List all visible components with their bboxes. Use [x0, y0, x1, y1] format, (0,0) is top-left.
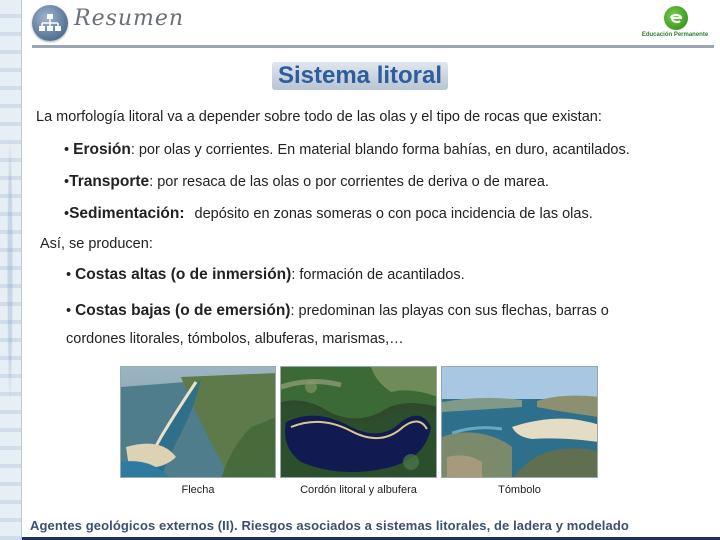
caption-tombolo: Tómbolo — [498, 484, 541, 496]
bullet: • — [64, 142, 70, 158]
slide-title-wrapper — [0, 62, 720, 90]
list-item-costas-altas — [66, 266, 465, 284]
bullet-term: Sedimentación: — [69, 205, 185, 222]
bullet: • — [64, 206, 70, 222]
slide-title: Sistema litoral — [272, 62, 448, 90]
list-item-sedimentacion — [64, 205, 593, 223]
bullet-term: Costas altas (o de inmersión) — [75, 266, 292, 283]
bullet-text: : por olas y corrientes. En material blando forma bahías, en duro, acantilados. — [130, 142, 630, 158]
bullet-text: : formación de acantilados. — [291, 267, 465, 283]
hierarchy-icon — [32, 5, 68, 41]
intro-text: La morfología litoral va a depender sobre todo de las olas y el tipo de rocas que existan: — [36, 109, 602, 125]
caption-flecha: Flecha — [181, 484, 215, 496]
transition-text: Así, se producen: — [40, 236, 153, 252]
bullet-text: depósito en zonas someras o con poca incidencia de las olas. — [194, 206, 593, 222]
footer-text: Agentes geológicos externos (II). Riesgos asociados a sistemas litorales, de ladera y modelado — [30, 518, 629, 533]
header-divider — [32, 45, 714, 48]
brand-logo — [636, 4, 714, 44]
brand-text: Educación Permanente — [641, 32, 709, 38]
list-item-costas-bajas — [66, 302, 609, 320]
photo-flecha — [120, 366, 276, 478]
photo-cordon-litoral — [280, 366, 437, 478]
e-leaf-icon — [664, 6, 688, 30]
caption-cordon-litoral: Cordón litoral y albufera — [300, 484, 417, 496]
bullet-term: Erosión — [73, 141, 131, 158]
bullet-text: : predominan las playas con sus flechas, barras o — [290, 303, 609, 319]
bullet-term: Transporte — [69, 173, 150, 190]
header-title: Resumen — [74, 6, 185, 31]
list-item-transporte — [64, 173, 549, 191]
list-item-erosion — [64, 141, 630, 159]
bullet-text: : por resaca de las olas o por corrientes de deriva o de marea. — [149, 174, 549, 190]
list-item-costas-bajas-continuation: cordones litorales, tómbolos, albuferas, marismas,… — [66, 331, 404, 347]
bullet: • — [66, 267, 72, 283]
bullet: • — [64, 174, 70, 190]
bullet-term: Costas bajas (o de emersión) — [75, 302, 291, 319]
photo-tombolo — [441, 366, 598, 478]
bullet: • — [66, 303, 72, 319]
